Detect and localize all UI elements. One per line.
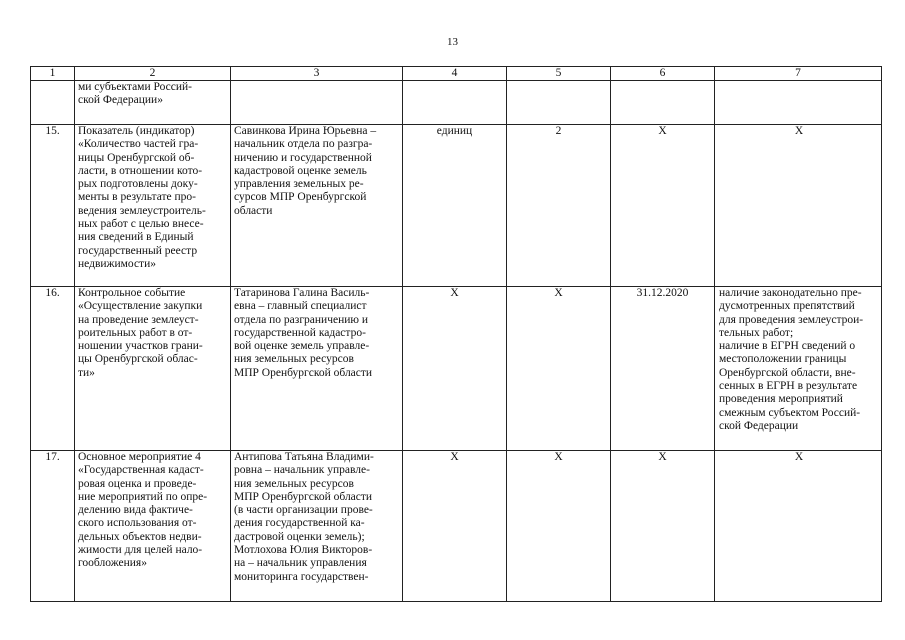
item-name-cell: ми субъектами Россий- ской Федерации»	[75, 81, 231, 125]
column-number-row	[31, 67, 882, 81]
column-number-5: 5	[507, 67, 611, 81]
column-number-7: 7	[715, 67, 882, 81]
column-number-6: 6	[611, 67, 715, 81]
table-row-16	[31, 287, 882, 451]
unit-cell: X	[403, 451, 507, 602]
responsible-cell: Татаринова Галина Василь- евна – главный специалист отдела по разграничению и государственной кадастро- вой оценке земель управле- ния земельных ресурсов МПР Оренбургской области	[231, 287, 403, 451]
page-number: 13	[447, 36, 458, 48]
value-cell	[507, 81, 611, 125]
item-name-cell: Показатель (индикатор) «Количество частей гра- ницы Оренбургской об- ласти, в отношении кото- рых подготовлены доку- менты в результате про- ведения землеустроитель- ных работ с целью внесе- ния сведений в Единый государственный реестр недвижимости»	[75, 125, 231, 287]
column-number-4: 4	[403, 67, 507, 81]
value-cell: 2	[507, 125, 611, 287]
notes-cell: наличие законодательно пре- дусмотренных препятствий для проведения землеустрои- тельных работ; наличие в ЕГРН сведений о местоположении границы Оренбургской области, вне- сенных в ЕГРН в результате проведения мероприятий смежным субъектом Россий- ской Федерации	[715, 287, 882, 451]
row-number-cell: 16.	[31, 287, 75, 451]
notes-cell	[715, 81, 882, 125]
column-number-3: 3	[231, 67, 403, 81]
date-cell	[611, 81, 715, 125]
unit-cell	[403, 81, 507, 125]
item-name-cell: Контрольное событие «Осуществление закупки на проведение землеуст- роительных работ в от- ношении участков грани- цы Оренбургской облас- ти»	[75, 287, 231, 451]
responsible-cell	[231, 81, 403, 125]
responsible-cell: Савинкова Ирина Юрьевна – начальник отдела по разгра- ничению и государственной кадастровой оценке земель управления земельных ре- сурсов МПР Оренбургской области	[231, 125, 403, 287]
date-cell: X	[611, 125, 715, 287]
column-number-1: 1	[31, 67, 75, 81]
value-cell: X	[507, 451, 611, 602]
item-name-cell: Основное мероприятие 4 «Государственная кадаст- ровая оценка и проведе- ние мероприятий по опре- делению вида фактиче- ского использования от- дельных объектов недви- жимости для целей нало- гообложения»	[75, 451, 231, 602]
notes-cell: X	[715, 125, 882, 287]
row-number-cell	[31, 81, 75, 125]
responsible-cell: Антипова Татьяна Владими- ровна – начальник управле- ния земельных ресурсов МПР Оренбургской области (в части организации прове- дения государственной ка- дастровой оценки земель); Мотлохова Юлия Викторов- на – начальник управления мониторинга государствен-	[231, 451, 403, 602]
value-cell: X	[507, 287, 611, 451]
date-cell: 31.12.2020	[611, 287, 715, 451]
table-row-17	[31, 451, 882, 602]
row-number-cell: 15.	[31, 125, 75, 287]
unit-cell: X	[403, 287, 507, 451]
table-row-continued	[31, 81, 882, 125]
table-row-15	[31, 125, 882, 287]
notes-cell: X	[715, 451, 882, 602]
row-number-cell: 17.	[31, 451, 75, 602]
unit-cell: единиц	[403, 125, 507, 287]
column-number-2: 2	[75, 67, 231, 81]
date-cell: X	[611, 451, 715, 602]
plan-table	[30, 66, 882, 602]
